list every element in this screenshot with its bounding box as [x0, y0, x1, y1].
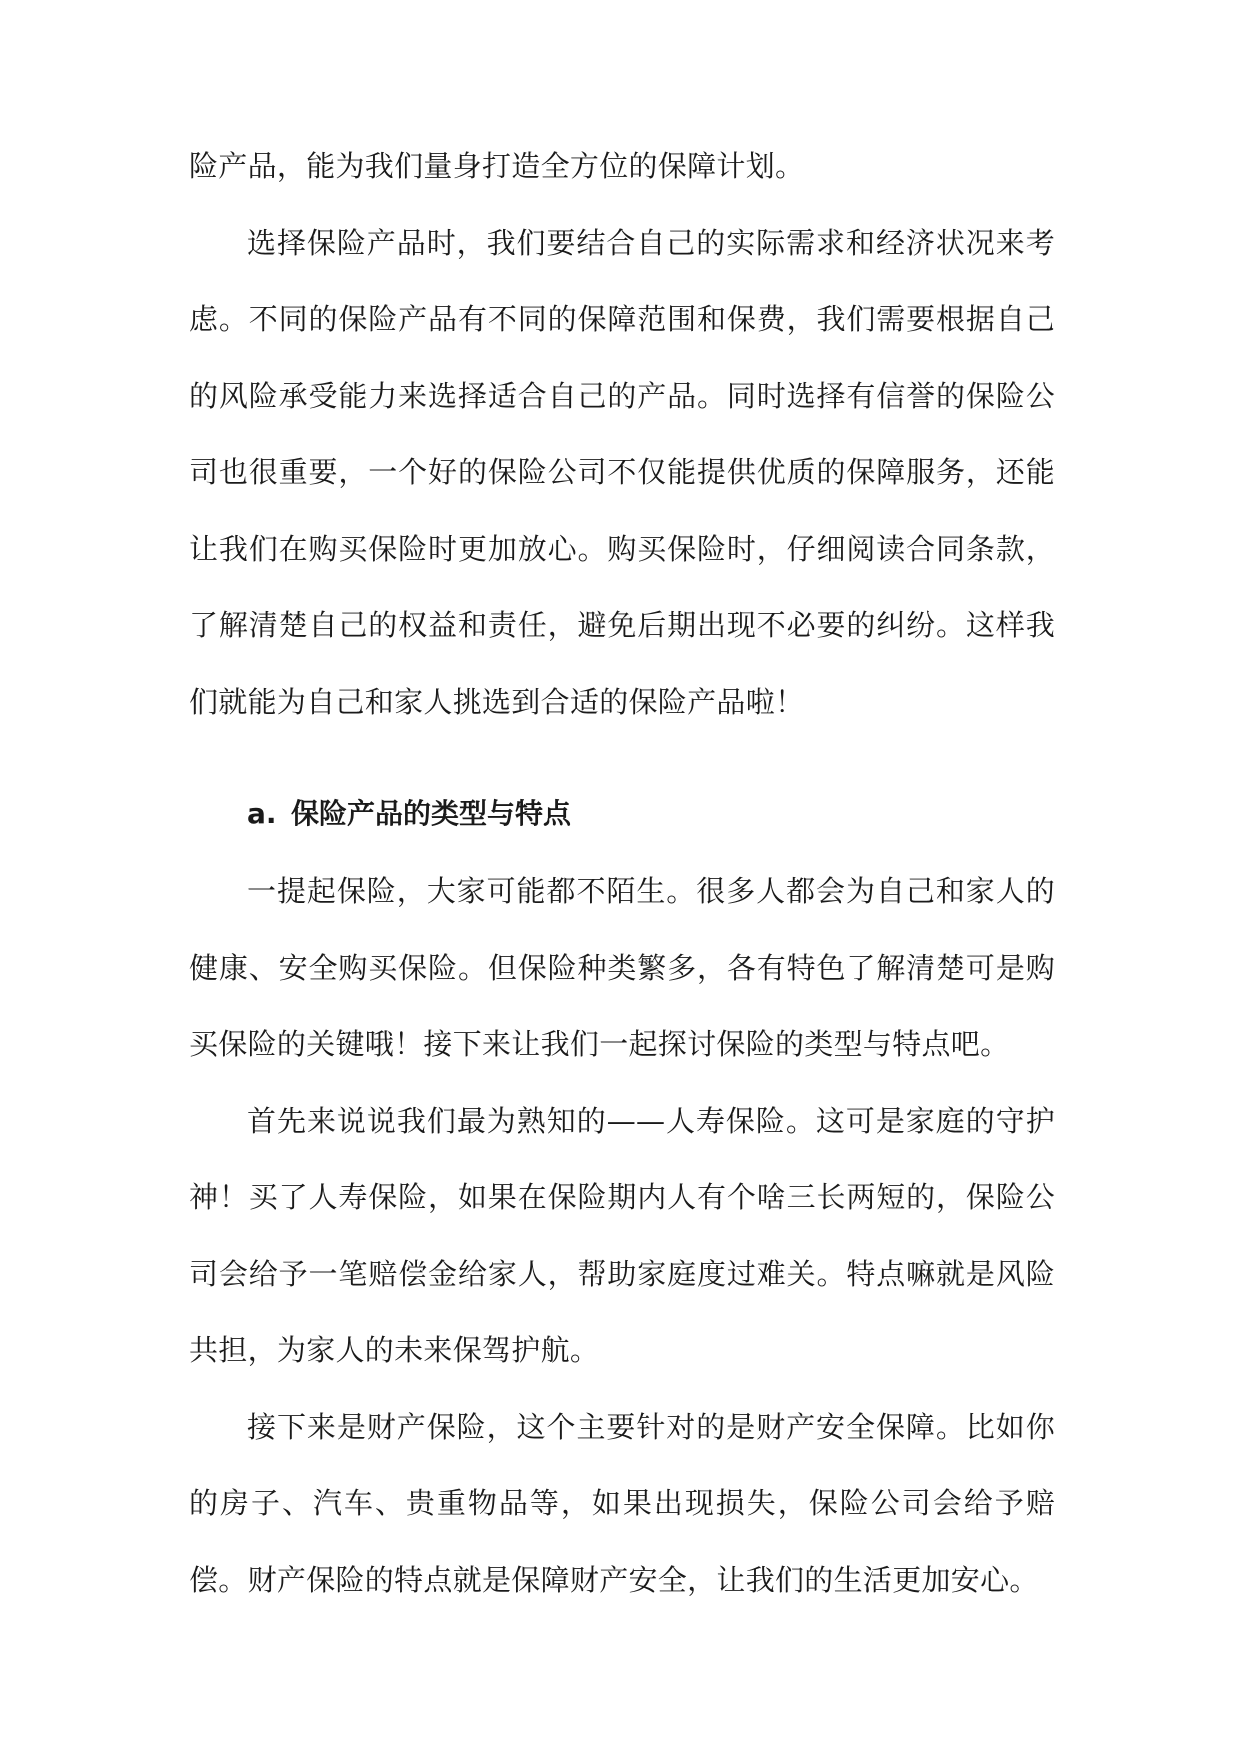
paragraph: 接下来是财产保险，这个主要针对的是财产安全保障。比如你的房子、汽车、贵重物品等，如果出现损失，保险公司会给予赔偿。财产保险的特点就是保障财产安全，让我们的生活更加安心。 — [189, 1409, 1055, 1597]
paragraph: 险产品，能为我们量身打造全方位的保障计划。 — [189, 149, 805, 183]
text-block-bottom — [189, 853, 1055, 1618]
text-block-top — [189, 128, 1055, 740]
section-title: 保险产品的类型与特点 — [291, 797, 572, 830]
paragraph: 选择保险产品时，我们要结合自己的实际需求和经济状况来考虑。不同的保险产品有不同的保障范围和保费，我们需要根据自己的风险承受能力来选择适合自己的产品。同时选择有信誉的保险公司也很重要，一个好的保险公司不仅能提供优质的保障服务，还能让我们在购买保险时更加放心。购买保险时，仔细阅读合同条款，了解清楚自己的权益和责任，避免后期出现不必要的纠纷。这样我们就能为自己和家人挑选到合适的保险产品啦！ — [189, 225, 1055, 719]
section-heading — [247, 776, 571, 852]
section-marker: a. — [247, 797, 277, 830]
paragraph: 一提起保险，大家可能都不陌生。很多人都会为自己和家人的健康、安全购买保险。但保险种类繁多，各有特色了解清楚可是购买保险的关键哦！接下来让我们一起探讨保险的类型与特点吧。 — [189, 874, 1055, 1061]
paragraph: 首先来说说我们最为熟知的——人寿保险。这可是家庭的守护神！买了人寿保险，如果在保险期内人有个啥三长两短的，保险公司会给予一笔赔偿金给家人，帮助家庭度过难关。特点嘛就是风险共担，为家人的未来保驾护航。 — [189, 1103, 1055, 1367]
